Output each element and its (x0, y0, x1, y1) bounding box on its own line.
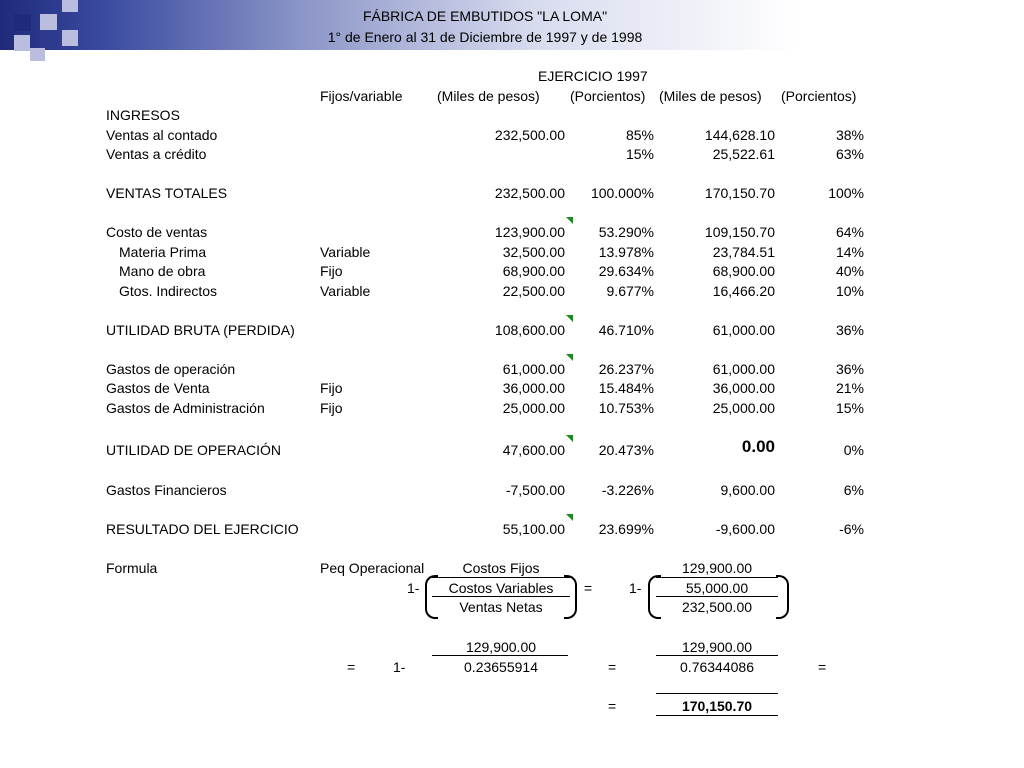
row-miles-2: 23,784.51 (712, 244, 775, 260)
row-label: Ventas a crédito (106, 146, 207, 162)
row-porcientos-2: 64% (835, 224, 864, 240)
formula-left-bracket (648, 575, 661, 619)
row-miles-2: 25,522.61 (712, 146, 775, 162)
fraction-line (656, 596, 778, 597)
row-miles-2: 109,150.70 (704, 224, 775, 240)
row-porcientos-2: 63% (835, 146, 864, 162)
row-miles-1: 22,500.00 (502, 283, 565, 299)
row-porcientos-1: -3.226% (601, 482, 654, 498)
formula-numerator-text: Costos Fijos (462, 560, 540, 576)
row-miles-1: 68,900.00 (502, 263, 565, 279)
row-miles-1: 123,900.00 (494, 224, 565, 240)
row-porcientos-2: 0% (843, 442, 864, 458)
comment-marker (566, 354, 573, 361)
row-label: Materia Prima (119, 244, 207, 260)
row-porcientos-2: 40% (835, 263, 864, 279)
formula-equals: = (584, 580, 593, 596)
formula-one-minus: 1- (629, 580, 642, 596)
row-label: UTILIDAD DE OPERACIÓN (106, 442, 282, 458)
row-label: Gastos de Venta (106, 380, 210, 396)
column-header-porcientos-1: (Porcientos) (570, 88, 646, 104)
formula-result: 170,150.70 (681, 698, 753, 714)
row-miles-1: 32,500.00 (502, 244, 565, 260)
fraction-line (432, 577, 570, 578)
row-porcientos-2: 10% (835, 283, 864, 299)
row-porcientos-2: 14% (835, 244, 864, 260)
row-miles-1: 232,500.00 (494, 185, 565, 201)
section-header: EJERCICIO 1997 (538, 68, 648, 84)
step2-numerator-b: 129,900.00 (681, 639, 753, 655)
page-subtitle: 1° de Enero al 31 de Diciembre de 1997 y de 1998 (327, 29, 643, 45)
row-label: VENTAS TOTALES (106, 185, 228, 201)
row-label: Gastos de operación (106, 361, 236, 377)
step2-equals: = (818, 659, 827, 675)
row-porcientos-2: -6% (839, 521, 864, 537)
fraction-line (432, 655, 568, 656)
row-porcientos-1: 20.473% (598, 442, 654, 458)
step2-equals: = (608, 659, 617, 675)
row-porcientos-1: 15.484% (598, 380, 654, 396)
row-label: Mano de obra (119, 263, 206, 279)
step2-numerator-a: 129,900.00 (465, 639, 537, 655)
row-miles-2: 170,150.70 (704, 185, 775, 201)
row-miles-2: 68,900.00 (712, 263, 775, 279)
row-miles-1: 55,100.00 (502, 521, 565, 537)
row-porcientos-2: 21% (835, 380, 864, 396)
result-bottom-line (656, 715, 778, 716)
formula-left-bracket (425, 575, 438, 619)
formula-denominator-top-value: 55,000.00 (685, 580, 749, 596)
row-porcientos-1: 26.237% (598, 361, 654, 377)
column-header-miles-1: (Miles de pesos) (437, 88, 540, 104)
step2-denominator-b: 0.76344086 (680, 659, 754, 675)
row-type: Fijo (320, 400, 343, 416)
row-miles-2: 9,600.00 (720, 482, 775, 498)
formula-one-minus: 1- (407, 580, 420, 596)
row-type: Variable (320, 283, 371, 299)
row-porcientos-1: 23.699% (598, 521, 654, 537)
row-miles-1: 108,600.00 (494, 322, 565, 338)
page-title: FÁBRICA DE EMBUTIDOS "LA LOMA" (362, 8, 608, 24)
row-miles-2: 25,000.00 (712, 400, 775, 416)
row-porcientos-1: 9.677% (606, 283, 654, 299)
row-porcientos-2: 36% (835, 322, 864, 338)
row-miles-2: 61,000.00 (712, 322, 775, 338)
row-porcientos-1: 13.978% (598, 244, 654, 260)
formula-right-bracket (776, 575, 789, 619)
comment-marker (566, 217, 573, 224)
row-porcientos-1: 85% (625, 127, 654, 143)
formula-denominator-top-text: Costos Variables (448, 580, 554, 596)
row-porcientos-2: 15% (835, 400, 864, 416)
row-porcientos-1: 10.753% (598, 400, 654, 416)
row-label: Gtos. Indirectos (119, 283, 218, 299)
row-porcientos-2: 36% (835, 361, 864, 377)
row-type: Variable (320, 244, 371, 260)
fraction-line (432, 596, 570, 597)
formula-numerator-value: 129,900.00 (681, 560, 753, 576)
formula-denominator-bottom-value: 232,500.00 (681, 599, 753, 615)
row-miles-2: 144,628.10 (704, 127, 775, 143)
row-porcientos-1: 53.290% (598, 224, 654, 240)
row-miles-1: 232,500.00 (494, 127, 565, 143)
formula-name: Peq Operacional (320, 560, 425, 576)
row-label: Ventas al contado (106, 127, 218, 143)
fraction-line (656, 577, 778, 578)
deco-square-light (30, 48, 45, 61)
row-label: RESULTADO DEL EJERCICIO (106, 521, 299, 537)
column-header-porcientos-2: (Porcientos) (781, 88, 857, 104)
row-miles-1: -7,500.00 (505, 482, 565, 498)
comment-marker (566, 315, 573, 322)
formula-right-bracket (564, 575, 577, 619)
row-miles-1: 25,000.00 (502, 400, 565, 416)
row-porcientos-2: 38% (835, 127, 864, 143)
row-label: Gastos de Administración (106, 400, 265, 416)
column-header-miles-2: (Miles de pesos) (659, 88, 762, 104)
row-porcientos-2: 6% (843, 482, 864, 498)
row-porcientos-1: 15% (625, 146, 654, 162)
row-porcientos-2: 100% (828, 185, 864, 201)
row-miles-1: 47,600.00 (502, 442, 565, 458)
row-porcientos-1: 29.634% (598, 263, 654, 279)
row-type: Fijo (320, 263, 343, 279)
row-porcientos-1: 100.000% (590, 185, 654, 201)
row-porcientos-1: 46.710% (598, 322, 654, 338)
row-miles-2: -9,600.00 (715, 521, 775, 537)
step2-denominator-a: 0.23655914 (464, 659, 538, 675)
fraction-line (656, 655, 778, 656)
row-label: Costo de ventas (106, 224, 208, 240)
row-label: Gastos Financieros (106, 482, 227, 498)
row-miles-1: 36,000.00 (502, 380, 565, 396)
result-top-line (656, 693, 778, 694)
result-equals: = (608, 698, 617, 714)
formula-label: Formula (106, 560, 158, 576)
step2-one-minus: 1- (393, 659, 406, 675)
comment-marker (566, 514, 573, 521)
row-miles-2: 0.00 (741, 437, 775, 456)
row-label: UTILIDAD BRUTA (PERDIDA) (106, 322, 295, 338)
section-label: INGRESOS (106, 107, 180, 123)
row-miles-2: 61,000.00 (712, 361, 775, 377)
row-miles-2: 36,000.00 (712, 380, 775, 396)
comment-marker (566, 435, 573, 442)
formula-denominator-bottom-text: Ventas Netas (459, 599, 543, 615)
row-type: Fijo (320, 380, 343, 396)
row-miles-2: 16,466.20 (712, 283, 775, 299)
step2-equals: = (347, 659, 356, 675)
column-header-type: Fijos/variable (320, 88, 403, 104)
row-miles-1: 61,000.00 (502, 361, 565, 377)
